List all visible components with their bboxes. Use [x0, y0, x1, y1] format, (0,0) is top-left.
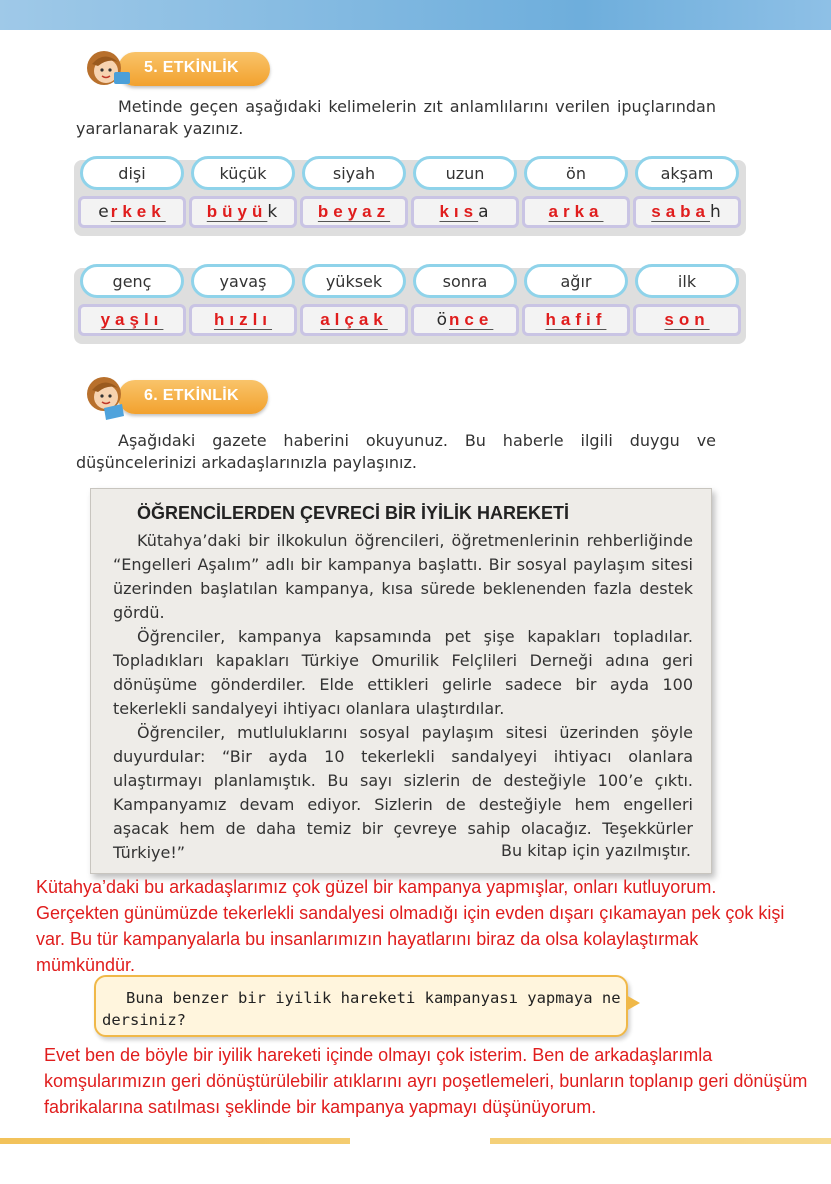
answer-box[interactable] — [411, 304, 519, 336]
hint-letter: ö — [436, 310, 450, 330]
news-paragraph-1: Kütahya’daki bir ilkokulun öğrencileri, öğretmenlerinin rehberliğinde “Engelleri Aşalım” adlı bir kampanya başlattı. Bir sosyal paylaşım sitesi üzerinden başlatılan kampanya, kısa sürede beklenenden fazla destek gördü. — [113, 531, 693, 622]
activity-5-header — [78, 42, 278, 94]
antonym-cell — [78, 264, 186, 344]
word-pill: yavaş — [191, 264, 295, 298]
girl-reading-icon — [78, 370, 136, 422]
antonym-cell — [300, 264, 408, 344]
answer-text: alçak — [320, 310, 388, 329]
word-pill: ilk — [635, 264, 739, 298]
newspaper-clipping — [90, 488, 712, 874]
news-signature: Bu kitap için yazılmıştır. — [501, 841, 691, 860]
answer-text: saba — [651, 202, 710, 221]
suffix-letter: a — [478, 202, 491, 222]
word-pill: siyah — [302, 156, 406, 190]
word-pill: sonra — [413, 264, 517, 298]
word-pill: ağır — [524, 264, 628, 298]
word-pill: genç — [80, 264, 184, 298]
bottom-rule-gap — [350, 1136, 490, 1146]
answer-box[interactable] — [300, 304, 408, 336]
answer-campaign: Evet ben de böyle bir iyilik hareketi içinde olmayı çok isterim. Ben de arkadaşlarımla komşularımızın geri dönüştürülebilir atıklarını ayrı poşetlemeleri, bunların toplanıp geri dönüşüm fabrikalarına satılması şeklinde bir kampanya yapmayı düşünüyorum. — [44, 1045, 808, 1117]
answer-box[interactable] — [78, 304, 186, 336]
antonym-cell — [522, 264, 630, 344]
answer-box[interactable] — [522, 196, 630, 228]
answer-text: hızlı — [213, 310, 273, 329]
suffix-letter: h — [709, 202, 723, 222]
antonym-cell — [300, 156, 408, 236]
activity-6-header — [78, 370, 278, 422]
answer-text: yaşlı — [100, 310, 164, 329]
answer-text: nce — [449, 310, 494, 329]
antonym-cell — [633, 156, 741, 236]
news-paragraph-2: Öğrenciler, kampanya kapsamında pet şişe kapakları topladılar. Topladıkları kapakları Türkiye Omurilik Felçlileri Derneği adına geri dönüşüme gönderdiler. Elde ettikleri gelirle sadece bir ayda 100 tekerlekli sandalyeyi ihtiyacı olanlara ulaştırdılar. — [113, 627, 693, 718]
answer-box[interactable] — [300, 196, 408, 228]
answer-box[interactable] — [189, 196, 297, 228]
word-pill: uzun — [413, 156, 517, 190]
answer-box[interactable] — [633, 196, 741, 228]
answer-box[interactable] — [522, 304, 630, 336]
top-band — [0, 0, 831, 30]
question-text: Buna benzer bir iyilik hareketi kampanyası yapmaya ne dersiniz? — [102, 989, 621, 1029]
activity-6-label: 6. ETKİNLİK — [144, 387, 239, 404]
word-pill: küçük — [191, 156, 295, 190]
activity-6-instruction: Aşağıdaki gazete haberini okuyunuz. Bu haberle ilgili duygu ve düşüncelerinizi arkadaşlarınızla paylaşınız. — [76, 431, 716, 472]
word-pill: ön — [524, 156, 628, 190]
answer-box[interactable] — [411, 196, 519, 228]
news-title: ÖĞRENCİLERDEN ÇEVRECİ BİR İYİLİK HAREKETİ — [137, 503, 570, 523]
antonym-cell — [189, 264, 297, 344]
activity-5-instruction: Metinde geçen aşağıdaki kelimelerin zıt anlamlılarını verilen ipuçlarından yararlanarak yazınız. — [76, 97, 716, 138]
word-pill: akşam — [635, 156, 739, 190]
antonym-cell — [411, 264, 519, 344]
answer-text: beyaz — [317, 202, 391, 221]
antonym-cell — [411, 156, 519, 236]
antonym-row-1 — [74, 156, 746, 242]
news-paragraph-3: Öğrenciler, mutluluklarını sosyal paylaşım sitesi üzerinden şöyle duyurdular: “Bir ayda 10 tekerlekli sandalyeyi ihtiyacı olanlara ulaştırmayı planlamıştık. Bu sayı sizlerin de desteğiyle 100’e çıktı. Kampanyamız devam ediyor. Sizlerin de desteğiyle hem engelleri aşacak hem de daha temiz bir çevreye sahip olacağız. Teşekkürler Türkiye!” — [113, 723, 693, 862]
answer-text: kıs — [439, 202, 479, 221]
answer-box[interactable] — [633, 304, 741, 336]
answer-box[interactable] — [78, 196, 186, 228]
word-pill: yüksek — [302, 264, 406, 298]
antonym-row-2 — [74, 264, 746, 350]
activity-5-label: 5. ETKİNLİK — [144, 59, 239, 76]
answer-text: hafif — [545, 310, 607, 329]
girl-mascot-icon — [78, 42, 136, 94]
answer-text: rkek — [110, 202, 166, 221]
hint-letter: e — [98, 202, 111, 222]
antonym-cell — [522, 156, 630, 236]
word-pill: dişi — [80, 156, 184, 190]
antonym-cell — [78, 156, 186, 236]
answer-text: arka — [548, 202, 604, 221]
news-body — [113, 529, 693, 865]
antonym-cell — [189, 156, 297, 236]
answer-text: son — [664, 310, 710, 329]
question-bubble — [94, 975, 628, 1037]
answer-box[interactable] — [189, 304, 297, 336]
suffix-letter: k — [267, 202, 280, 222]
answer-text: büyü — [206, 202, 268, 221]
antonym-cell — [633, 264, 741, 344]
answer-feelings: Kütahya’daki bu arkadaşlarımız çok güzel bir kampanya yapmışlar, onları kutluyorum. Gerçekten günümüzde tekerlekli sandalyesi olmadığı için evden dışarı çıkamayan pek çok kişi var. Bu tür kampanyalarla bu insanlarımızın hayatlarını biraz da olsa kolaylaştırmak mümkündür. — [36, 877, 785, 975]
